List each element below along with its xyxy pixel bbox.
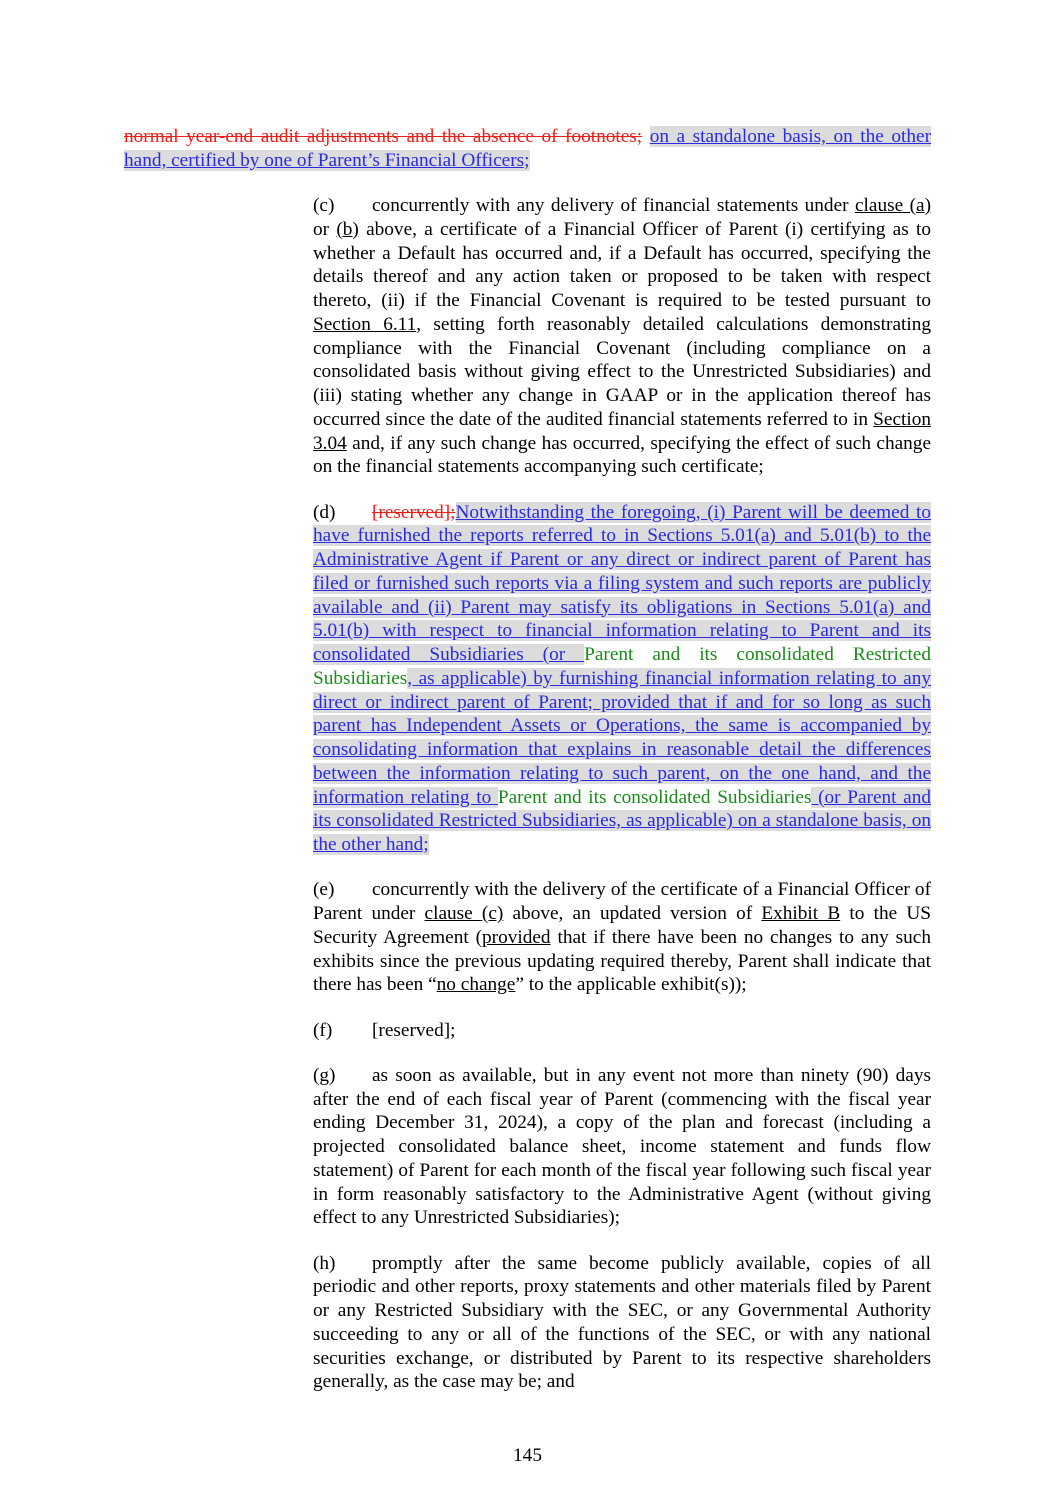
paragraph-c	[124, 194, 931, 479]
text: promptly after the same become publicly available, copies of all periodic and other reports, proxy statements and other materials filed by Parent or any Restricted Subsidiary with the SEC, or any Governmental Authority succeeding to any or all of the functions of the SEC, or with any national securities exchange, or distributed by Parent to its respective shareholders generally, as the case may be; and	[313, 1252, 931, 1393]
moved-text: Parent and its consolidated Subsidiaries	[497, 786, 812, 808]
reference-clause-a: clause (a)	[854, 195, 931, 216]
paragraph-continuation	[124, 125, 931, 173]
reference-section-6-11: Section 6.11	[313, 313, 417, 335]
inserted-text: on a standalone basis, on the other hand, certified by one of Parent’s Financial Officers;	[124, 126, 931, 171]
text: or	[313, 218, 337, 240]
reference-section-3-04: Section 3.04	[313, 408, 931, 454]
text: and, if any such change has occurred, specifying the effect of such change on the financial statements accompanying such certificate;	[313, 432, 931, 478]
clause-label: (g)	[313, 1064, 336, 1086]
clause-label: (h)	[313, 1252, 336, 1274]
page-number: 145	[513, 1445, 542, 1466]
clause-label: (e)	[313, 879, 335, 901]
term-provided: provided	[482, 926, 551, 948]
inserted-text: , as applicable) by furnishing financial information relating to any direct or indirect parent of Parent; provided that if and for so long as such parent has Independent Assets or Operations, the same is accompanied by consolidating information that explains in reasonable detail the differences between the information relating to such parent, on the one hand, and the information relating to	[313, 667, 931, 808]
moved-text: Parent and its consolidated Restricted Subsidiaries	[313, 644, 932, 689]
text: , setting forth reasonably detailed calculations demonstrating compliance with the Financial Covenant (including compliance on a consolidated basis without giving effect to the Unrestricted Subsidiaries) and (iii) stating whether any change in GAAP or in the application thereof has occurred since the date of the audited financial statements referred to in	[313, 313, 931, 430]
paragraph-f	[124, 1019, 931, 1043]
text: as soon as available, but in any event not more than ninety (90) days after the end of each fiscal year of Parent (commencing with the fiscal year ending December 31, 2024), a copy of the plan and forecast (including a projected consolidated balance sheet, income statement and funds flow statement) of Parent for each month of the fiscal year following such fiscal year in form reasonably satisfactory to the Administrative Agent (without giving effect to any Unrestricted Subsidiaries);	[313, 1064, 931, 1229]
text: concurrently with any delivery of financial statements under	[372, 195, 855, 216]
text: [reserved];	[372, 1019, 456, 1041]
inserted-text: (or Parent and its consolidated Restricted Subsidiaries, as applicable) on a standalone basis, on the other hand;	[313, 786, 931, 855]
deleted-text: normal year-end audit adjustments and the absence of footnotes;	[124, 126, 643, 147]
text: to the US Security Agreement (	[313, 903, 931, 948]
text: ” to the applicable exhibit(s));	[515, 974, 747, 996]
deleted-text: [reserved];	[372, 501, 456, 523]
clause-label: (d)	[313, 501, 336, 523]
text: that if there have been no changes to any such exhibits since the previous updating required thereby, Parent shall indicate that there has been “	[313, 926, 931, 996]
inserted-text: Notwithstanding the foregoing, (i) Parent will be deemed to have furnished the reports referred to in Sections 5.01(a) and 5.01(b) to the Administrative Agent if Parent or any direct or indirect parent of Parent has filed or furnished such reports via a filing system and such reports are publicly available and (ii) Parent may satisfy its obligations in Sections 5.01(a) and 5.01(b) with respect to financial information relating to Parent and its consolidated Subsidiaries (or	[313, 501, 931, 665]
text: concurrently with the delivery of the certificate of a Financial Officer of Parent under	[313, 879, 931, 924]
document-body	[124, 0, 931, 1394]
clause-label: (f)	[313, 1019, 333, 1041]
paragraph-e	[124, 878, 931, 997]
reference-exhibit-b: Exhibit B	[761, 903, 841, 924]
term-no-change: no change	[436, 974, 516, 996]
paragraph-g	[124, 1064, 931, 1230]
text: above, an updated version of	[503, 903, 762, 924]
clause-label: (c)	[313, 195, 335, 216]
paragraph-h	[124, 1252, 931, 1395]
text: above, a certificate of a Financial Officer of Parent (i) certifying as to whether a Default has occurred and, if a Default has occurred, specifying the details thereof and any action taken or proposed to be taken with respect thereto, (ii) if the Financial Covenant is required to be tested pursuant to	[313, 218, 931, 311]
reference-clause-c: clause (c)	[424, 903, 504, 924]
paragraph-d	[124, 501, 931, 857]
reference-clause-b: (b)	[336, 218, 359, 240]
